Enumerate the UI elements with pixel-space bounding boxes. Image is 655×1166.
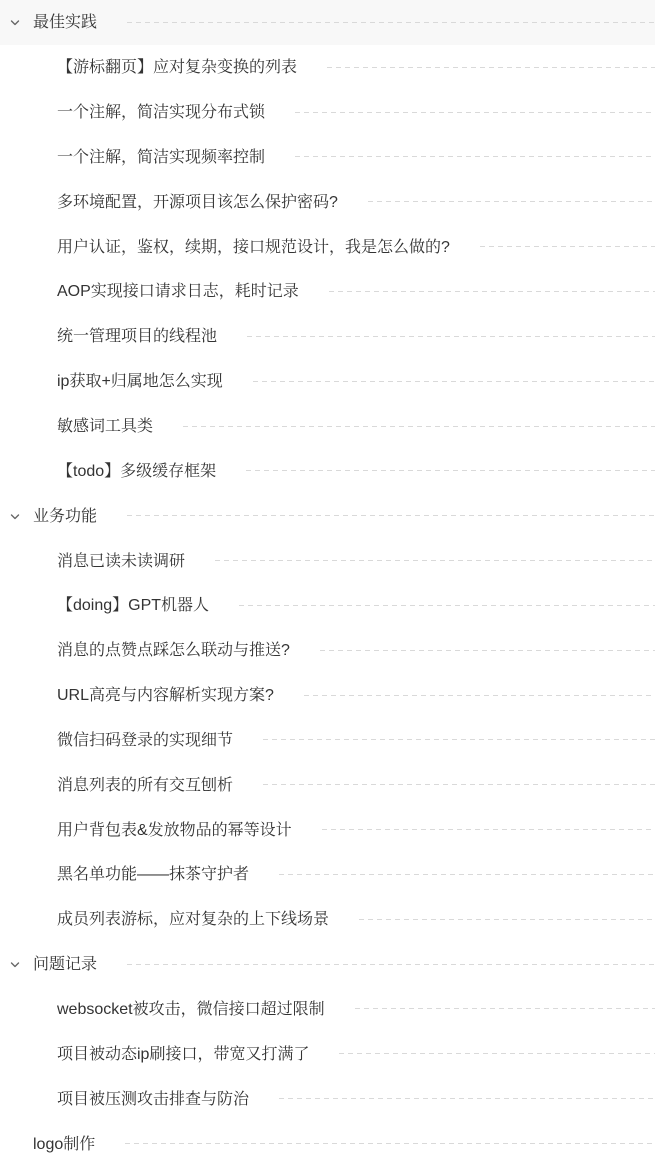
chevron-down-icon[interactable] — [9, 511, 33, 523]
dashed-leader — [320, 650, 655, 651]
dashed-leader — [329, 291, 655, 292]
doc-item-row[interactable] — [0, 269, 655, 314]
dashed-leader — [355, 1008, 655, 1009]
dashed-leader — [125, 1143, 655, 1144]
dashed-leader — [480, 246, 655, 247]
dashed-leader — [295, 156, 655, 157]
dashed-leader — [215, 560, 655, 561]
dashed-leader — [339, 1053, 655, 1054]
dashed-leader — [359, 919, 655, 920]
doc-item-label: 项目被压测攻击排查与防治 — [57, 1090, 250, 1108]
doc-item-label: URL高亮与内容解析实现方案? — [57, 687, 274, 705]
dashed-leader — [246, 470, 655, 471]
doc-item-row[interactable] — [0, 538, 655, 583]
doc-item-label: 消息列表的所有交互刨析 — [57, 776, 234, 794]
doc-item-label: 敏感词工具类 — [57, 418, 154, 436]
section-label: 问题记录 — [33, 956, 98, 974]
section-label: logo制作 — [33, 1135, 96, 1153]
doc-item-row[interactable] — [0, 45, 655, 90]
dashed-leader — [327, 67, 655, 68]
doc-item-row[interactable] — [0, 90, 655, 135]
section-row[interactable] — [0, 1121, 655, 1166]
doc-item-label: 【游标翻页】应对复杂变换的列表 — [57, 59, 298, 77]
chevron-down-icon[interactable] — [9, 17, 33, 29]
doc-item-label: 成员列表游标，应对复杂的上下线场景 — [57, 911, 330, 929]
doc-item-row[interactable] — [0, 224, 655, 269]
doc-item-row[interactable] — [0, 1031, 655, 1076]
dashed-leader — [368, 201, 655, 202]
doc-item-label: 用户认证，鉴权，续期，接口规范设计，我是怎么做的? — [57, 238, 450, 256]
dashed-leader — [127, 515, 655, 516]
doc-item-row[interactable] — [0, 807, 655, 852]
dashed-leader — [127, 22, 655, 23]
section-label: 业务功能 — [33, 507, 98, 525]
doc-item-label: AOP实现接口请求日志，耗时记录 — [57, 283, 299, 301]
doc-item-label: ip获取+归属地怎么实现 — [57, 373, 223, 391]
doc-item-label: 黑名单功能——抹茶守护者 — [57, 866, 250, 884]
dashed-leader — [279, 1098, 655, 1099]
doc-item-row[interactable] — [0, 583, 655, 628]
doc-item-row[interactable] — [0, 673, 655, 718]
dashed-leader — [253, 381, 655, 382]
chevron-down-icon — [9, 1139, 33, 1151]
section-row[interactable] — [0, 493, 655, 538]
section-row[interactable] — [0, 942, 655, 987]
dashed-leader — [304, 695, 655, 696]
doc-item-row[interactable] — [0, 897, 655, 942]
doc-item-row[interactable] — [0, 135, 655, 180]
dashed-leader — [183, 426, 655, 427]
dashed-leader — [279, 874, 655, 875]
doc-item-label: 用户背包表&发放物品的幂等设计 — [57, 821, 292, 839]
doc-item-label: 消息已读未读调研 — [57, 552, 186, 570]
dashed-leader — [127, 964, 655, 965]
doc-item-label: websocket被攻击，微信接口超过限制 — [57, 1000, 325, 1018]
doc-item-row[interactable] — [0, 628, 655, 673]
doc-item-row[interactable] — [0, 359, 655, 404]
dashed-leader — [263, 739, 655, 740]
dashed-leader — [263, 784, 655, 785]
chevron-down-icon[interactable] — [9, 959, 33, 971]
doc-item-row[interactable] — [0, 314, 655, 359]
doc-item-row[interactable] — [0, 987, 655, 1032]
doc-item-label: 【doing】GPT机器人 — [57, 597, 210, 615]
dashed-leader — [322, 829, 655, 830]
doc-item-row[interactable] — [0, 718, 655, 763]
doc-item-row[interactable] — [0, 404, 655, 449]
doc-item-row[interactable] — [0, 762, 655, 807]
section-label: 最佳实践 — [33, 14, 98, 32]
doc-item-label: 多环境配置，开源项目该怎么保护密码? — [57, 193, 338, 211]
doc-item-label: 微信扫码登录的实现细节 — [57, 731, 234, 749]
dashed-leader — [295, 112, 655, 113]
dashed-leader — [239, 605, 655, 606]
dashed-leader — [247, 336, 655, 337]
doc-item-label: 一个注解，简洁实现分布式锁 — [57, 104, 266, 122]
doc-item-label: 消息的点赞点踩怎么联动与推送? — [57, 642, 290, 660]
doc-item-row[interactable] — [0, 852, 655, 897]
doc-item-row[interactable] — [0, 179, 655, 224]
doc-item-label: 统一管理项目的线程池 — [57, 328, 218, 346]
section-row[interactable] — [0, 0, 655, 45]
doc-item-label: 项目被动态ip刷接口，带宽又打满了 — [57, 1045, 310, 1063]
doc-item-label: 【todo】多级缓存框架 — [57, 462, 217, 480]
doc-item-label: 一个注解，简洁实现频率控制 — [57, 148, 266, 166]
doc-item-row[interactable] — [0, 1076, 655, 1121]
doc-item-row[interactable] — [0, 448, 655, 493]
